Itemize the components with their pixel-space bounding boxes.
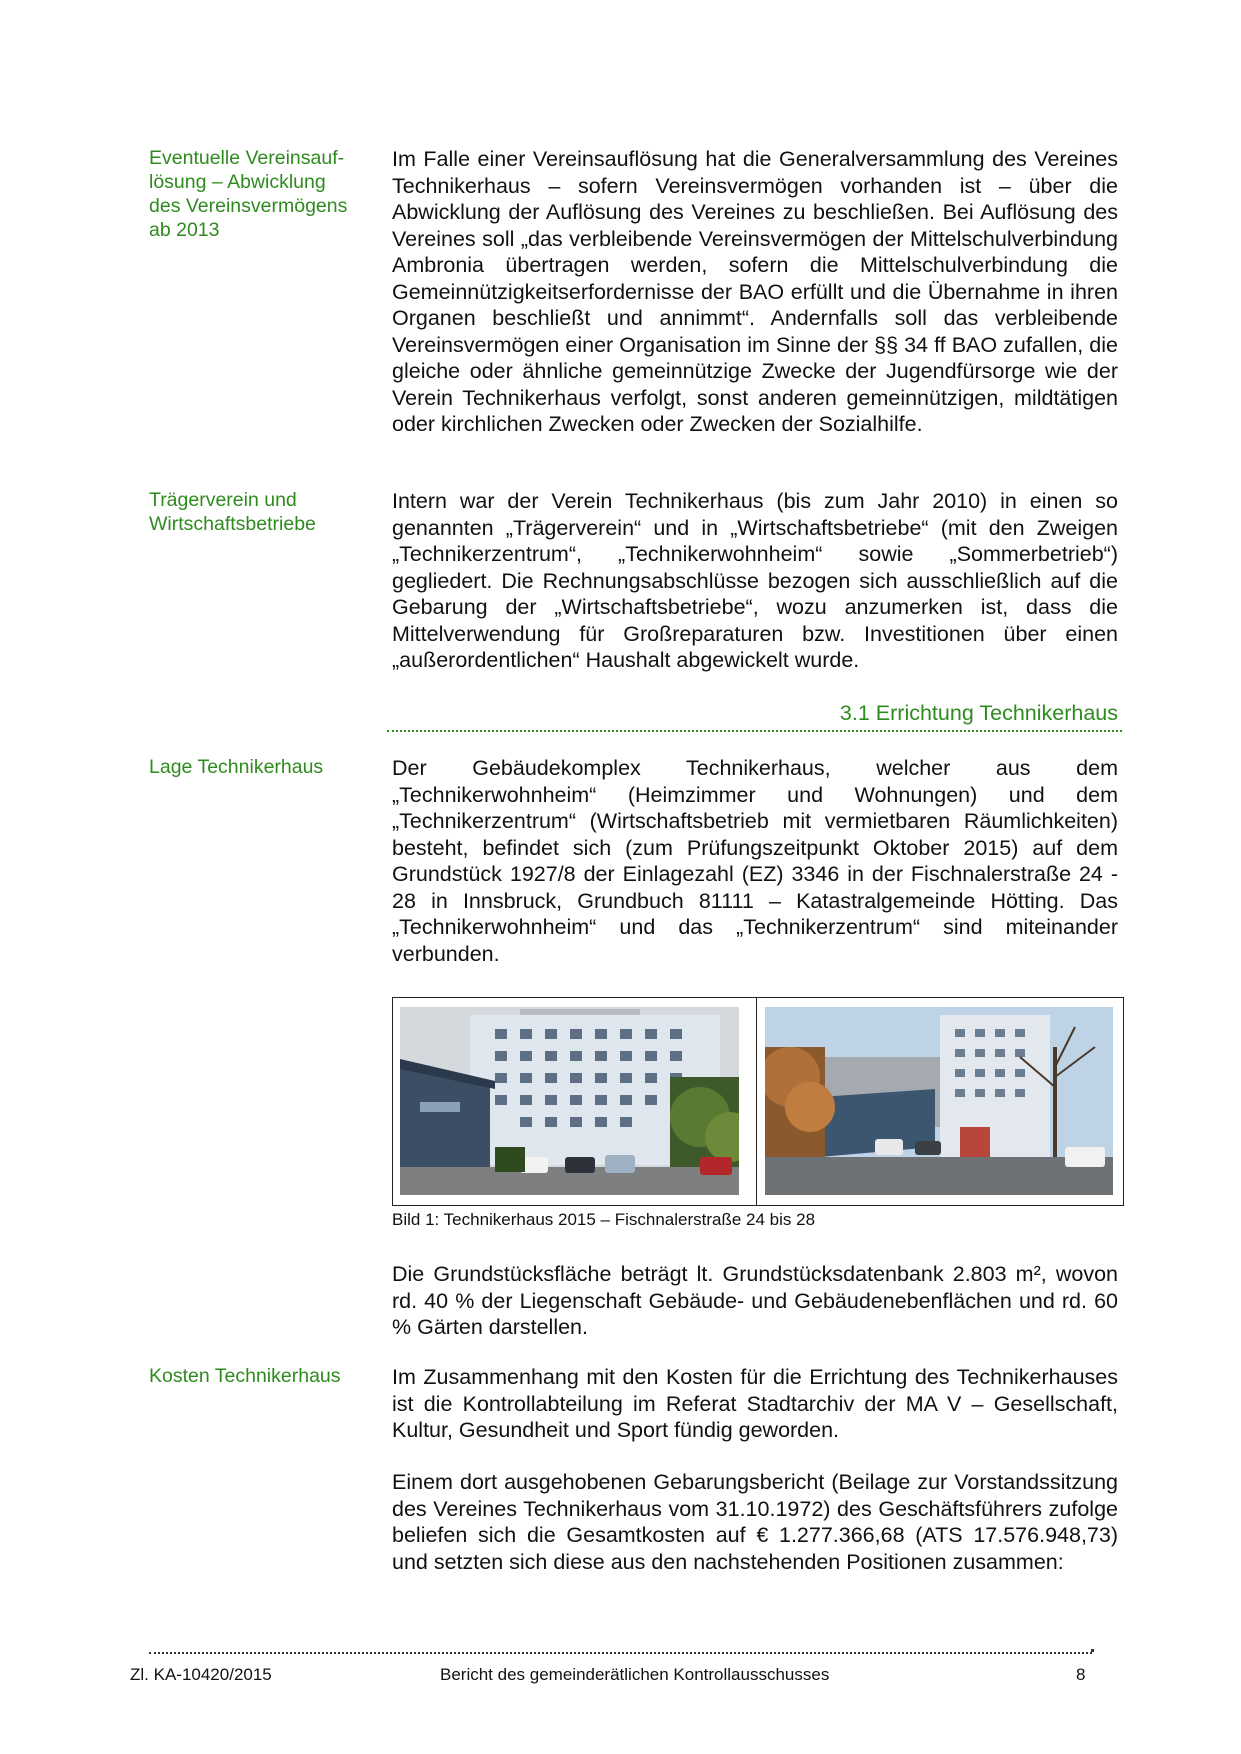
footer-reference: Zl. KA-10420/2015 xyxy=(130,1665,272,1684)
photo-figure xyxy=(392,997,1124,1206)
footer-divider xyxy=(149,1652,1092,1654)
sidebar-label-dissolution: Eventuelle Vereinsauf- lösung – Abwicklung des Vereinsvermögens ab 2013 xyxy=(149,147,348,241)
paragraph-location: Der Gebäudekomplex Technikerhaus, welcher aus dem „Technikerwohnheim“ (Heimzimmer und Wohnungen) und dem „Technikerzentrum“ (Wirtschaftsbetrieb mit vermietbaren Räumlichkeiten) besteht, befindet sich (zum Prüfungszeitpunkt Oktober 2015) auf dem Grundstück 1927/8 der Einlagezahl (EZ) 3346 in der Fischnalerstraße 24 - 28 in Innsbruck, Grundbuch 81111 – Katastralgemeinde Hötting. Das „Technikerwohnheim“ und das „Technikerzentrum“ sind miteinander verbunden. xyxy=(392,756,1118,966)
paragraph-area: Die Grundstücksfläche beträgt lt. Grundstücksdatenbank 2.803 m², wovon rd. 40 % der Liegenschaft Gebäude- und Gebäudenebenflächen und rd. 60 % Gärten darstellen. xyxy=(392,1262,1118,1339)
figure-caption: Bild 1: Technikerhaus 2015 – Fischnalerstraße 24 bis 28 xyxy=(392,1210,816,1229)
photo-left xyxy=(400,1007,739,1195)
section-heading-underline xyxy=(387,730,1122,732)
paragraph-carrier: Intern war der Verein Technikerhaus (bis zum Jahr 2010) in einen so genannten „Trägerverein“ und in „Wirtschaftsbetriebe“ (mit den Zweigen „Technikerzentrum“, „Technikerwohnheim“ sowie „Sommerbetrieb“) gegliedert. Die Rechnungsabschlüsse bezogen sich ausschließlich auf die Gebarung der „Wirtschaftsbetriebe“, wozu anzumerken ist, dass die Mittelverwendung für Großreparaturen bzw. Investitionen über einen „außerordentlichen“ Haushalt abgewickelt wurde. xyxy=(392,489,1118,672)
paragraph-costs: Im Zusammenhang mit den Kosten für die Errichtung des Technikerhauses ist die Kontrollabteilung im Referat Stadtarchiv der MA V – Gesellschaft, Kultur, Gesundheit und Sport fündig geworden. xyxy=(392,1365,1118,1442)
paragraph-report: Einem dort ausgehobenen Gebarungsbericht (Beilage zur Vorstandssitzung des Vereines Technikerhaus vom 31.10.1972) des Geschäftsführers zufolge beliefen sich die Gesamtkosten auf € 1.277.366,68 (ATS 17.576.948,73) und setzten sich diese aus den nachstehenden Positionen zusammen: xyxy=(392,1470,1118,1574)
sidebar-label-location: Lage Technikerhaus xyxy=(149,756,324,778)
photo-right xyxy=(765,1007,1113,1195)
section-heading: 3.1 Errichtung Technikerhaus xyxy=(839,701,1118,725)
page-number: 8 xyxy=(1076,1665,1086,1684)
footer-title: Bericht des gemeinderätlichen Kontrollausschusses xyxy=(440,1665,830,1684)
paragraph-dissolution: Im Falle einer Vereinsauflösung hat die Generalversammlung des Vereines Technikerhaus – sofern Vereinsvermögen vorhanden ist – über die Abwicklung der Auflösung des Vereines zu beschließen. Bei Auflösung des Vereines soll „das verbleibende Vereinsvermögen der Mittelschulverbindung Ambronia übertragen werden, sofern die Mittelschulverbindung die Gemeinnützigkeitserfordernisse der BAO erfüllt und die Übernahme in ihren Organen beschließt und annimmt“. Andernfalls soll das verbleibende Vereinsvermögen einer Organisation im Sinne der §§ 34 ff BAO zufallen, die gleiche oder ähnliche gemeinnützige Zwecke der Jugendfürsorge wie der Verein Technikerhaus verfolgt, sonst anderen gemeinnützigen, mildtätigen oder kirchlichen Zwecken oder Zwecken der Sozialhilfe. xyxy=(392,147,1118,436)
photo-divider xyxy=(756,998,757,1205)
sidebar-label-carrier: Trägerverein und Wirtschaftsbetriebe xyxy=(149,489,316,535)
sidebar-label-costs: Kosten Technikerhaus xyxy=(149,1365,341,1387)
